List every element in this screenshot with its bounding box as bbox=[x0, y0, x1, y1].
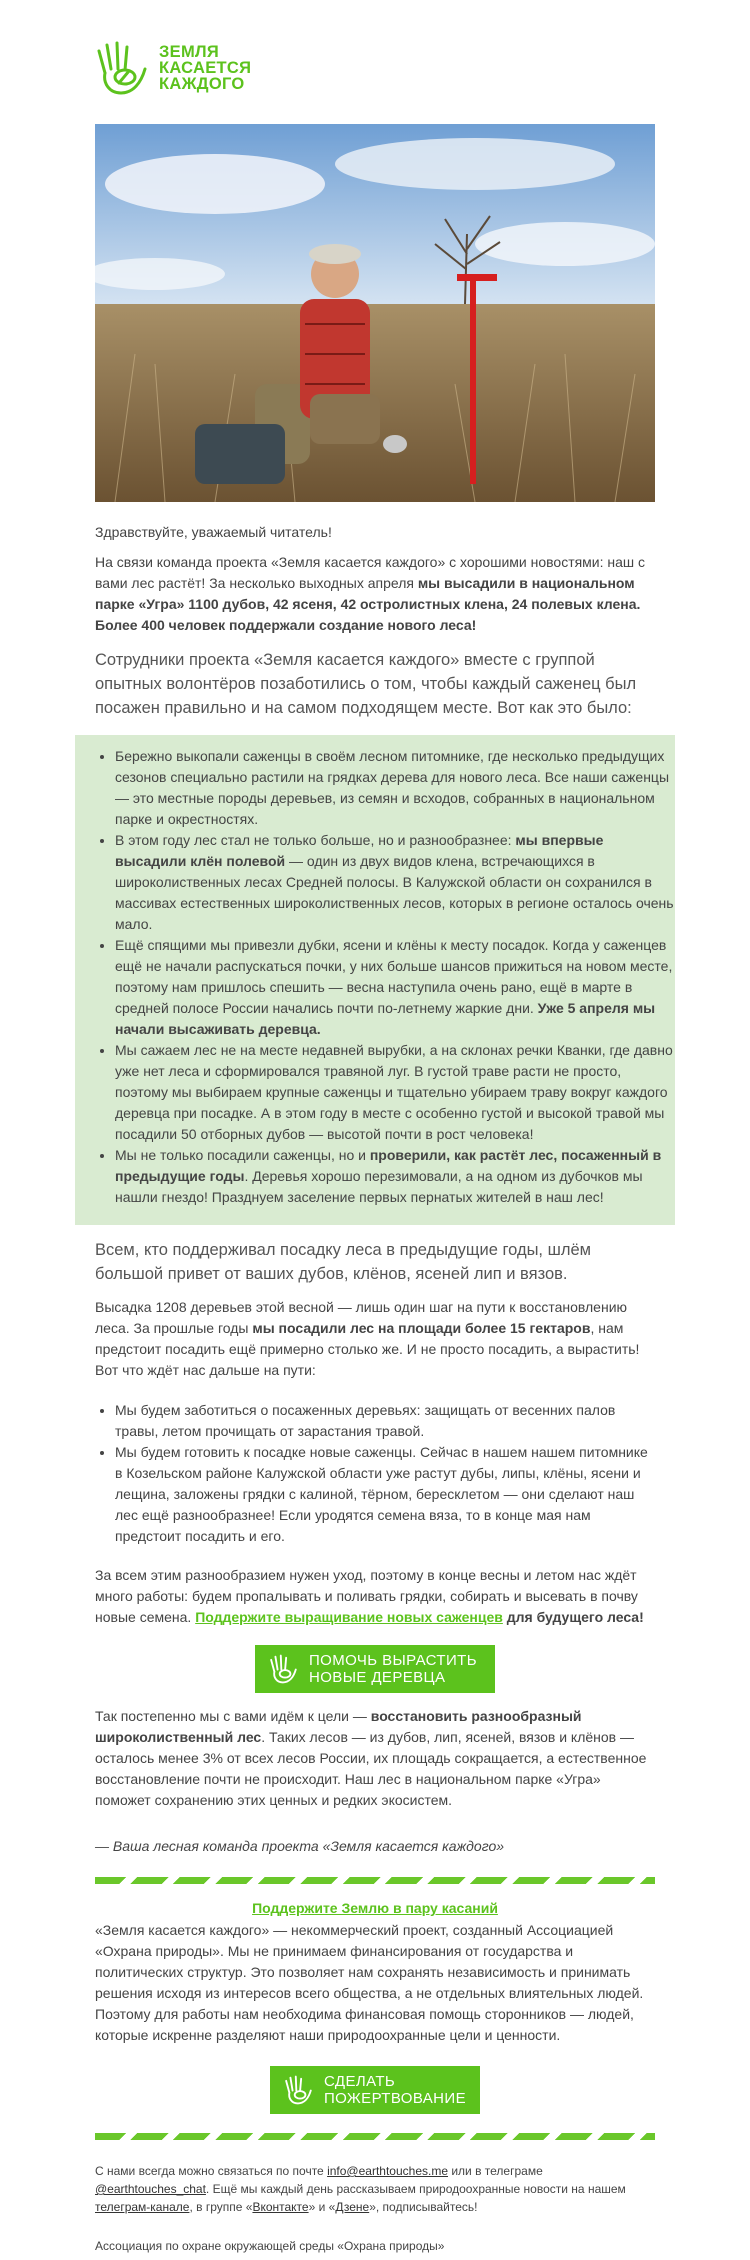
para-text: . Таких лесов — из дубов, лип, ясеней, вязов и клёнов — осталось менее 3% от всех лесов России, их площадь сокращается, а естественное восстановление почти не происходит. Наш лес в национальном парке «Угра» поможет сохранению этих ценных и редких экосистем. bbox=[95, 1729, 647, 1808]
footer-text: , в группе « bbox=[189, 2200, 253, 2214]
footer-text: » и « bbox=[308, 2200, 336, 2214]
divider-stripe bbox=[95, 2133, 655, 2140]
list-item bbox=[115, 830, 675, 935]
list-item-bold: Уже 5 апреля мы начали высаживать деревца. bbox=[115, 1000, 656, 1037]
list-item: • Мы будем готовить к посадке новые саженцы. Сейчас в нашем нашем питомнике в Козельском районе Калужской области уже растут дубы, липы, клёны, ясени и лещина, заложены грядки с калиной, тёрном, бересклетом — они сделают наш лес ещё разнообразнее! Если уродятся семена вяза, то в конце мая нам предстоит посадить и его. bbox=[115, 1442, 655, 1547]
list-item: • Мы будем заботиться о посаженных деревьях: защищать от весенних палов травы, летом прочищать от зарастания травой. bbox=[115, 1400, 655, 1442]
button-label: ПОЖЕРТВОВАНИЕ bbox=[324, 2090, 466, 2107]
footer-text: или в телеграме bbox=[448, 2164, 543, 2178]
goal-paragraph bbox=[95, 1706, 655, 1811]
hand-leaf-icon bbox=[284, 2074, 314, 2106]
list-item bbox=[115, 935, 675, 1040]
intro-bold: мы высадили в национальном парке «Угра» 1100 дубов, 42 ясеня, 42 остролистных клена, 24 полевых клена. Более 400 человек поддержали создание нового леса! bbox=[95, 575, 641, 633]
footer-text: С нами всегда можно связаться по почте bbox=[95, 2164, 328, 2178]
para-text: Так постепенно мы с вами идём к цели — bbox=[95, 1708, 371, 1724]
list-item-bold: проверили, как растёт лес, посаженный в предыдущие годы bbox=[115, 1147, 662, 1184]
signature: — Ваша лесная команда проекта «Земля касается каждого» bbox=[95, 1838, 505, 1854]
list-item-bold: мы впервые высадили клён полевой bbox=[115, 832, 604, 869]
para-text: За всем этим разнообразием нужен уход, поэтому в конце весны и летом нас ждёт много работы: будем пропалывать и поливать грядки, собирать и высевать в почву новые семена. bbox=[95, 1567, 638, 1625]
grow-trees-button[interactable] bbox=[255, 1645, 495, 1693]
support-link[interactable]: Поддержите Землю в пару касаний bbox=[252, 1900, 498, 1916]
logo-line-3: КАЖДОГО bbox=[159, 75, 245, 93]
logo-line-2: КАСАЕТСЯ bbox=[159, 59, 252, 77]
hero-photo bbox=[95, 124, 655, 502]
button-label: СДЕЛАТЬ bbox=[324, 2073, 396, 2090]
button-label: НОВЫЕ ДЕРЕВЦА bbox=[309, 1669, 446, 1686]
support-paragraph: «Земля касается каждого» — некоммерческий проект, созданный Ассоциацией «Охрана природы». Мы не принимаем финансирования от государства и политических структур. Это позволяет нам сохранять независимость и принимать решения исходя из интересов всего общества, а не отдельных влиятельных людей. Поэтому для работы нам необходима финансовая помощь сторонников — людей, которые искренне разделяют наши природоохранные цели и ценности. bbox=[95, 1922, 644, 2043]
list-item: • Бережно выкопали саженцы в своём лесном питомнике, где несколько предыдущих сезонов специально растили на грядках дерева для нового леса. Все наши саженцы — это местные породы деревьев, из семян и всходов, собранных в национальном парке и окрестностях. bbox=[115, 746, 675, 830]
support-seedlings-link[interactable]: Поддержите выращивание новых саженцев bbox=[195, 1609, 503, 1625]
highlights-list bbox=[95, 746, 675, 1208]
para-bold: восстановить разнообразный широколиственный лес bbox=[95, 1708, 582, 1745]
list-item-text: . Деревья хорошо перезимовали, а на одном из дубочков мы нашли гнездо! Празднуем заселение первых пернатых жителей в наш лес! bbox=[115, 1168, 643, 1205]
donate-button[interactable] bbox=[270, 2066, 480, 2114]
para-bold: мы посадили лес на площади более 15 гектаров bbox=[252, 1320, 591, 1336]
divider-stripe bbox=[95, 1877, 655, 1884]
list-item-text: — один из двух видов клена, встречающихся в широколиственных лесах Средней полосы. В Калужской области он сохранился в массивах естественных широколиственных лесов, которых в регионе осталось очень мало. bbox=[115, 853, 674, 932]
logo-text bbox=[159, 44, 251, 92]
list-item-text: Мы не только посадили саженцы, но и bbox=[115, 1147, 370, 1163]
vk-link[interactable]: Вконтакте bbox=[252, 2200, 309, 2214]
footer-text: », подписывайтесь! bbox=[369, 2200, 478, 2214]
header-logo[interactable] bbox=[95, 38, 655, 98]
lead-paragraph: Сотрудники проекта «Земля касается каждого» вместе с группой опытных волонтёров позаботились о том, чтобы каждый саженец был посажен правильно и на самом подходящем месте. Вот как это было: bbox=[95, 651, 637, 717]
list-item bbox=[115, 1145, 675, 1208]
thanks-paragraph: Всем, кто поддерживал посадку леса в предыдущие годы, шлём большой привет от ваших дубов, клёнов, ясеней лип и вязов. bbox=[95, 1241, 591, 1283]
list-item-text: Ещё спящими мы привезли дубки, ясени и клёны к месту посадок. Когда у саженцев ещё не начали распускаться почки, у них больше шансов прижиться на новом месте, поэтому нам пришлось спешить — весна наступила очень рано, ещё в марте в средней полосе России начались почти по-летнему жаркие дни. bbox=[115, 937, 673, 1016]
hand-leaf-icon bbox=[95, 39, 151, 97]
footer-contacts bbox=[95, 2162, 655, 2216]
email-link[interactable]: info@earthtouches.me bbox=[327, 2164, 448, 2178]
telegram-channel-link[interactable]: телеграм-канале bbox=[95, 2200, 190, 2214]
progress-paragraph bbox=[95, 1297, 655, 1381]
association-name: Ассоциация по охране окружающей среды «Охрана природы» bbox=[95, 2239, 445, 2253]
list-item-text: В этом году лес стал не только больше, но и разнообразнее: bbox=[115, 832, 516, 848]
para-text: , нам предстоит посадить ещё примерно столько же. И не просто посадить, а вырастить! Вот что ждёт нас дальше на пути: bbox=[95, 1320, 640, 1378]
para-bold: для будущего леса! bbox=[502, 1609, 644, 1625]
intro-text: На связи команда проекта «Земля касается каждого» с хорошими новостями: наш с вами лес растёт! За несколько выходных апреля bbox=[95, 554, 646, 591]
telegram-chat-link[interactable]: @earthtouches_chat bbox=[95, 2182, 206, 2196]
support-seedlings-paragraph bbox=[95, 1565, 655, 1628]
button-label: ПОМОЧЬ ВЫРАСТИТЬ bbox=[309, 1652, 477, 1669]
dzen-link[interactable]: Дзене bbox=[335, 2200, 370, 2214]
intro-paragraph bbox=[95, 552, 655, 636]
para-text: Высадка 1208 деревьев этой весной — лишь один шаг на пути к восстановлению леса. За прошлые годы bbox=[95, 1299, 628, 1336]
hand-leaf-icon bbox=[269, 1653, 299, 1685]
list-item: • Мы сажаем лес не на месте недавней вырубки, а на склонах речки Кванки, где давно уже нет леса и сформировался травяной луг. В густой траве расти не просто, поэтому мы выбираем крупные саженцы и тщательно убираем траву вокруг каждого деревца при посадке. А в этом году в месте с особенно густой и высокой травой мы посадили 50 отборных дубов — высотой почти в рост человека! bbox=[115, 1040, 675, 1145]
logo-line-1: ЗЕМЛЯ bbox=[159, 43, 220, 61]
greeting: Здравствуйте, уважаемый читатель! bbox=[95, 524, 332, 540]
footer-text: . Ещё мы каждый день рассказываем природоохранные новости на нашем bbox=[205, 2182, 626, 2196]
plans-list bbox=[95, 1400, 655, 1547]
